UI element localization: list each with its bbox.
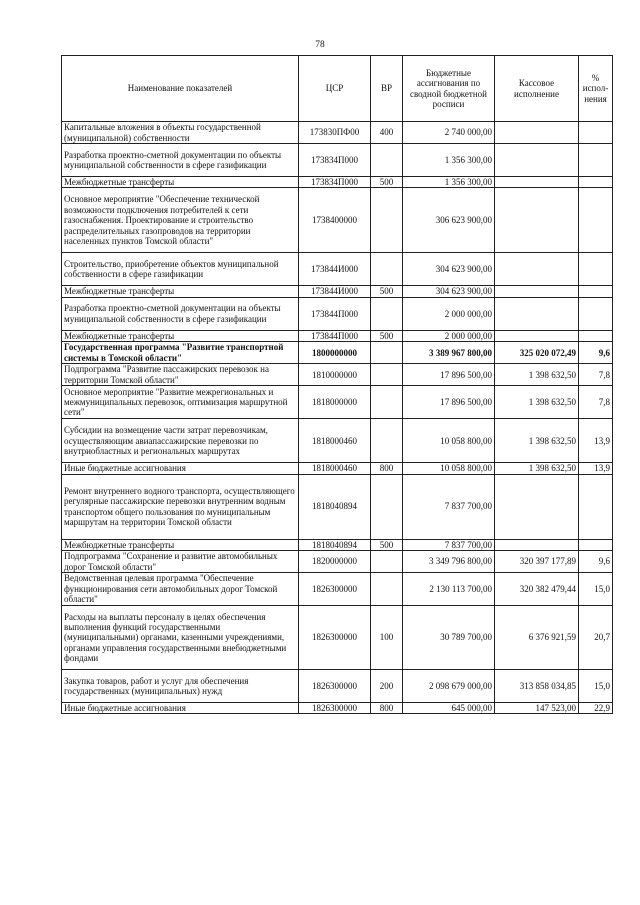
cell-name: Подпрограмма "Сохранение и развитие автомобильных дорог Томской области" [62,551,299,573]
cell-vr: 500 [371,286,403,297]
cell-name: Субсидии на возмещение части затрат перевозчикам, осуществляющим авиапассажирские перевозки по внутриобластных и региональных маршрутах [62,419,299,463]
cell-percent [579,177,613,188]
cell-budget: 7 837 700,00 [403,474,495,539]
page-number: 78 [315,40,325,50]
table-row [62,703,613,714]
cell-csr: 1826300000 [299,703,371,714]
cell-vr [371,144,403,177]
table-row [62,419,613,463]
cell-budget: 17 896 500,00 [403,364,495,386]
cell-vr [371,551,403,573]
cell-vr [371,419,403,463]
cell-csr: 1818040894 [299,474,371,539]
cell-percent: 20,7 [579,606,613,670]
cell-percent [579,297,613,330]
cell-cash: 147 523,00 [495,703,579,714]
cell-budget: 30 789 700,00 [403,606,495,670]
cell-budget: 645 000,00 [403,703,495,714]
cell-vr: 100 [371,606,403,670]
cell-percent: 15,0 [579,670,613,703]
table-row [62,670,613,703]
cell-name: Ремонт внутреннего водного транспорта, осуществляющего регулярные пассажирские перевозки внутренним водным транспортом общего пользования по муниципальным маршрутам на территории Томской области [62,474,299,539]
cell-budget: 10 058 800,00 [403,463,495,474]
cell-name: Строительство, приобретение объектов муниципальной собственности в сфере газификации [62,253,299,286]
budget-table [61,55,613,714]
cell-budget: 1 356 300,00 [403,177,495,188]
cell-budget: 306 623 900,00 [403,188,495,253]
table-row [62,539,613,550]
table-row [62,122,613,144]
cell-budget: 3 389 967 800,00 [403,342,495,364]
column-header-vr: ВР [371,56,403,122]
cell-vr [371,188,403,253]
cell-csr: 173834П000 [299,144,371,177]
cell-name: Межбюджетные трансферты [62,286,299,297]
cell-csr: 1826300000 [299,573,371,606]
cell-percent: 13,9 [579,419,613,463]
cell-vr: 200 [371,670,403,703]
table-row [62,606,613,670]
cell-name: Межбюджетные трансферты [62,539,299,550]
cell-csr: 173844И000 [299,286,371,297]
cell-percent: 9,6 [579,342,613,364]
cell-budget: 1 356 300,00 [403,144,495,177]
cell-cash: 6 376 921,59 [495,606,579,670]
table-row [62,297,613,330]
cell-cash: 313 858 034,85 [495,670,579,703]
cell-csr: 1818000460 [299,463,371,474]
table-row [62,177,613,188]
cell-cash [495,144,579,177]
cell-cash: 320 397 177,89 [495,551,579,573]
cell-budget: 2 098 679 000,00 [403,670,495,703]
table-row [62,386,613,419]
table-row [62,474,613,539]
cell-cash [495,286,579,297]
cell-name: Межбюджетные трансферты [62,177,299,188]
cell-csr: 1826300000 [299,606,371,670]
column-header-name: Наименование показателей [62,56,299,122]
cell-name: Закупка товаров, работ и услуг для обеспечения государственных (муниципальных) нужд [62,670,299,703]
cell-csr: 1800000000 [299,342,371,364]
column-header-budget: Бюджетные ассигнования по сводной бюджетной росписи [403,56,495,122]
cell-budget: 3 349 796 800,00 [403,551,495,573]
cell-cash [495,297,579,330]
cell-name: Подпрограмма "Развитие пассажирских перевозок на территории Томской области" [62,364,299,386]
cell-percent [579,286,613,297]
cell-csr: 1820000000 [299,551,371,573]
table-row [62,253,613,286]
cell-vr: 500 [371,330,403,341]
cell-budget: 7 837 700,00 [403,539,495,550]
cell-cash: 1 398 632,50 [495,364,579,386]
cell-percent: 9,6 [579,551,613,573]
cell-csr: 1738400000 [299,188,371,253]
cell-name: Основное мероприятие "Развитие межрегиональных и межмуниципальных перевозок, оптимизация маршрутной сети" [62,386,299,419]
cell-percent [579,188,613,253]
cell-name: Государственная программа "Развитие транспортной системы в Томской области" [62,342,299,364]
cell-name: Расходы на выплаты персоналу в целях обеспечения выполнения функций государственными (муниципальными) органами, казенными учреждениями, органами управления государственными внебюджетными фондами [62,606,299,670]
cell-csr: 173844И000 [299,253,371,286]
cell-cash: 1 398 632,50 [495,463,579,474]
cell-vr [371,386,403,419]
cell-vr: 500 [371,177,403,188]
cell-vr: 800 [371,463,403,474]
cell-vr: 500 [371,539,403,550]
cell-vr [371,297,403,330]
cell-vr: 400 [371,122,403,144]
cell-csr: 1818040894 [299,539,371,550]
table-row [62,188,613,253]
cell-cash [495,188,579,253]
cell-name: Иные бюджетные ассигнования [62,703,299,714]
cell-budget: 2 740 000,00 [403,122,495,144]
table-row [62,330,613,341]
cell-percent: 7,8 [579,386,613,419]
cell-vr [371,474,403,539]
cell-csr: 1818000460 [299,419,371,463]
cell-budget: 2 130 113 700,00 [403,573,495,606]
cell-cash [495,330,579,341]
cell-percent [579,253,613,286]
cell-percent: 15,0 [579,573,613,606]
cell-csr: 173830ПФ00 [299,122,371,144]
cell-budget: 304 623 900,00 [403,253,495,286]
cell-cash [495,253,579,286]
cell-budget: 2 000 000,00 [403,297,495,330]
cell-percent [579,474,613,539]
cell-budget: 17 896 500,00 [403,386,495,419]
cell-name: Иные бюджетные ассигнования [62,463,299,474]
cell-cash: 1 398 632,50 [495,386,579,419]
cell-vr [371,342,403,364]
cell-csr: 173844П000 [299,330,371,341]
cell-name: Разработка проектно-сметной документации по объекты муниципальной собственности в сфере газификации [62,144,299,177]
cell-cash [495,122,579,144]
cell-cash [495,474,579,539]
cell-name: Капитальные вложения в объекты государственной (муниципальной) собственности [62,122,299,144]
cell-vr [371,253,403,286]
cell-percent [579,144,613,177]
cell-vr: 800 [371,703,403,714]
cell-percent: 22,9 [579,703,613,714]
cell-csr: 173844П000 [299,297,371,330]
table-row [62,342,613,364]
cell-csr: 1826300000 [299,670,371,703]
cell-percent [579,539,613,550]
table-row [62,144,613,177]
cell-name: Межбюджетные трансферты [62,330,299,341]
cell-cash: 325 020 072,49 [495,342,579,364]
table-row [62,364,613,386]
cell-percent: 7,8 [579,364,613,386]
cell-budget: 2 000 000,00 [403,330,495,341]
table-row [62,286,613,297]
cell-name: Разработка проектно-сметной документации на объекты муниципальной собственности в сфере газификации [62,297,299,330]
cell-vr [371,364,403,386]
cell-csr: 1818000000 [299,386,371,419]
cell-cash: 1 398 632,50 [495,419,579,463]
column-header-percent: % испол-нения [579,56,613,122]
cell-percent [579,330,613,341]
cell-percent [579,122,613,144]
table-header-row [62,56,613,122]
table-row [62,463,613,474]
cell-percent: 13,9 [579,463,613,474]
column-header-cash: Кассовое исполнение [495,56,579,122]
cell-vr [371,573,403,606]
table-row [62,551,613,573]
cell-budget: 10 058 800,00 [403,419,495,463]
cell-cash [495,539,579,550]
cell-name: Основное мероприятие "Обеспечение технической возможности подключения потребителей к сети газоснабжения. Проектирование и строительство распределительных газопроводов на территории населенных пунктов Томской области" [62,188,299,253]
table-row [62,573,613,606]
cell-name: Ведомственная целевая программа "Обеспечение функционирования сети автомобильных дорог Томской области" [62,573,299,606]
cell-cash: 320 382 479,44 [495,573,579,606]
cell-cash [495,177,579,188]
column-header-csr: ЦСР [299,56,371,122]
cell-csr: 173834П000 [299,177,371,188]
cell-csr: 1810000000 [299,364,371,386]
cell-budget: 304 623 900,00 [403,286,495,297]
